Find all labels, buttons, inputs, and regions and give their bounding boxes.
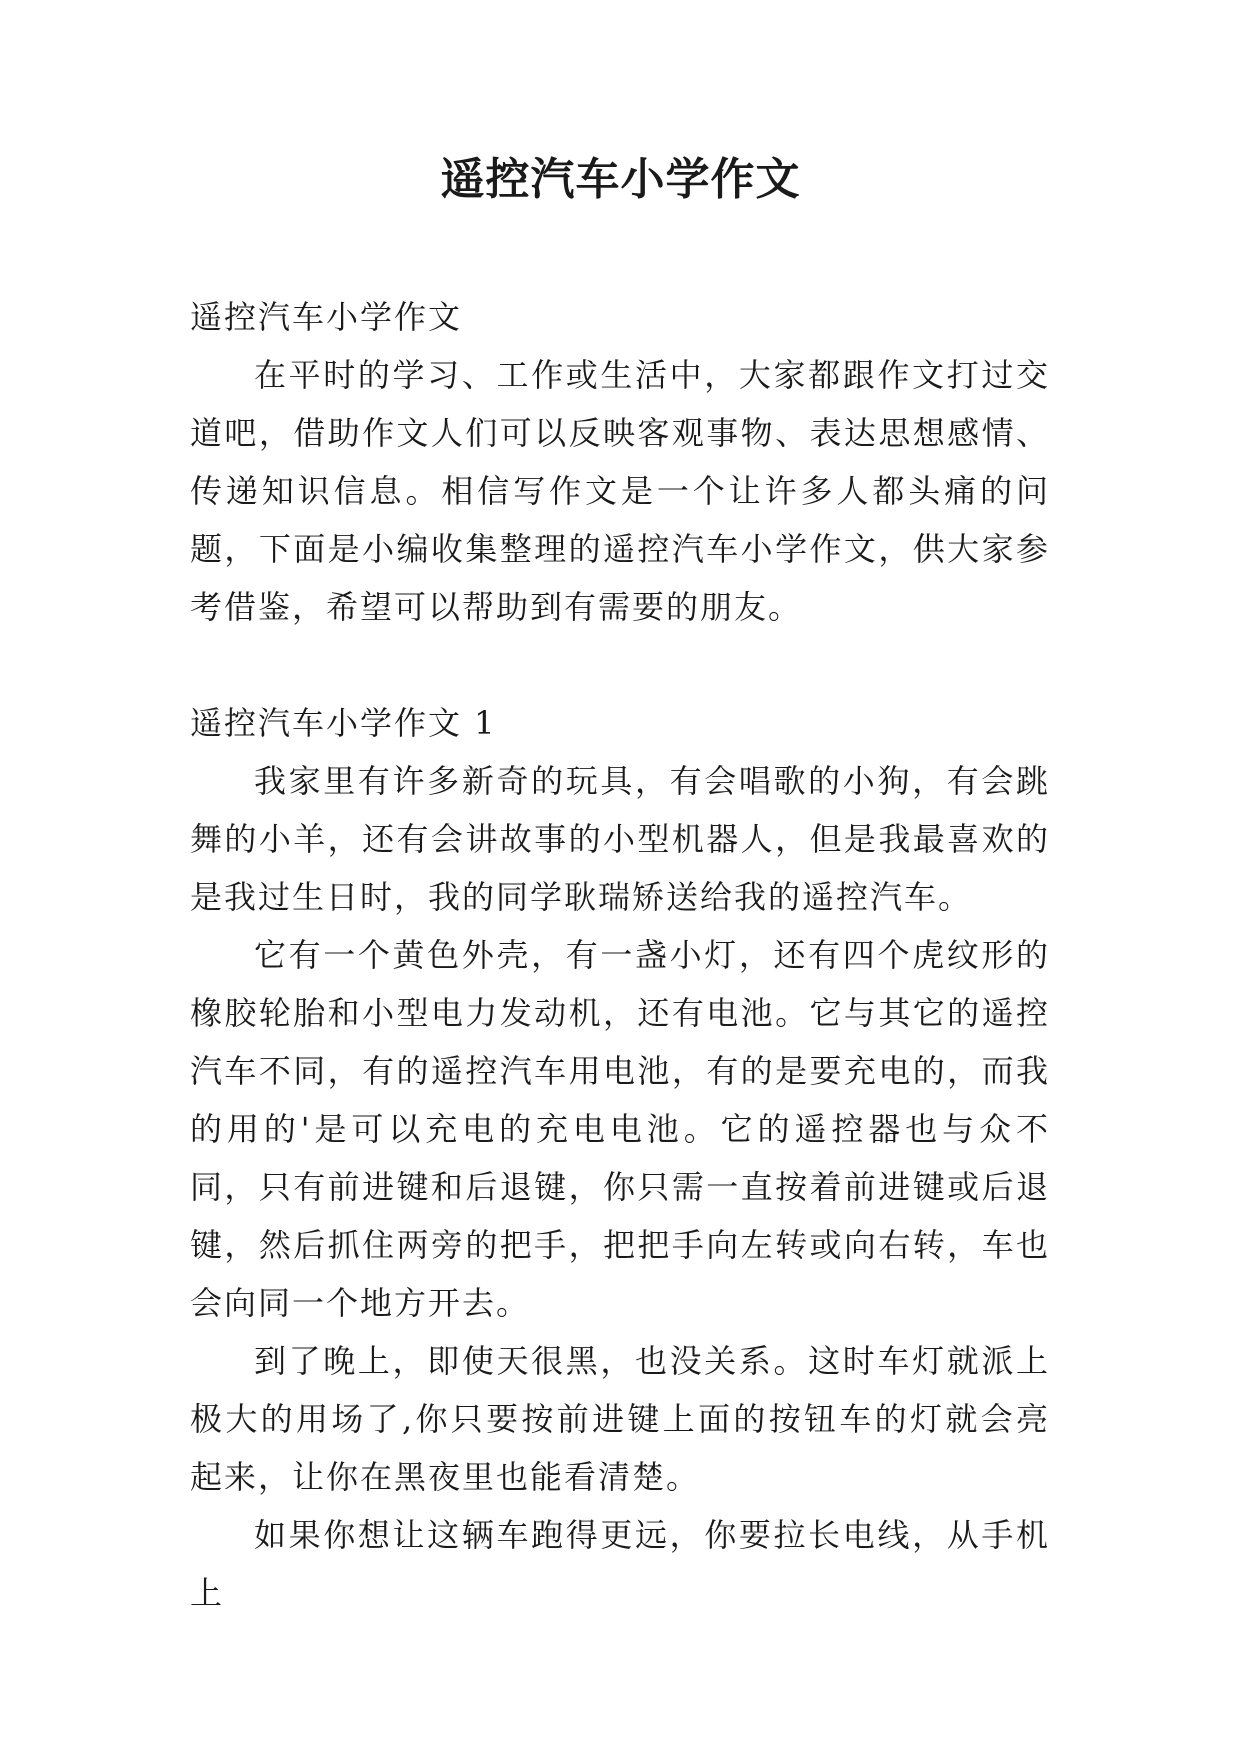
- essay-1-heading: 遥控汽车小学作文 1: [190, 704, 497, 742]
- section-spacer: [190, 636, 1050, 694]
- essay-1-paragraph-1: 我家里有许多新奇的玩具，有会唱歌的小狗，有会跳舞的小羊，还有会讲故事的小型机器人，但是我最喜欢的是我过生日时，我的同学耿瑞矫送给我的遥控汽车。: [190, 762, 1050, 916]
- document-body: [190, 288, 1050, 1622]
- intro-paragraph: 在平时的学习、工作或生活中，大家都跟作文打过交道吧，借助作文人们可以反映客观事物、表达思想感情、传递知识信息。相信写作文是一个让许多人都头痛的问题，下面是小编收集整理的遥控汽车小学作文，供大家参考借鉴，希望可以帮助到有需要的朋友。: [190, 356, 1050, 626]
- intro-heading: 遥控汽车小学作文: [190, 298, 463, 336]
- essay-1-paragraph-4: 如果你想让这辆车跑得更远，你要拉长电线，从手机上: [190, 1516, 1050, 1612]
- essay-1-paragraph-2: 它有一个黄色外壳，有一盏小灯，还有四个虎纹形的橡胶轮胎和小型电力发动机，还有电池。它与其它的遥控汽车不同，有的遥控汽车用电池，有的是要充电的，而我的用的'是可以充电的充电电池。它的遥控器也与众不同，只有前进键和后退键，你只需一直按着前进键或后退键，然后抓住两旁的把手，把把手向左转或向右转，车也会向同一个地方开去。: [190, 936, 1050, 1322]
- essay-1-paragraph-3: 到了晚上，即使天很黑，也没关系。这时车灯就派上极大的用场了,你只要按前进键上面的按钮车的灯就会亮起来，让你在黑夜里也能看清楚。: [190, 1342, 1050, 1496]
- document-title: 遥控汽车小学作文: [440, 154, 801, 205]
